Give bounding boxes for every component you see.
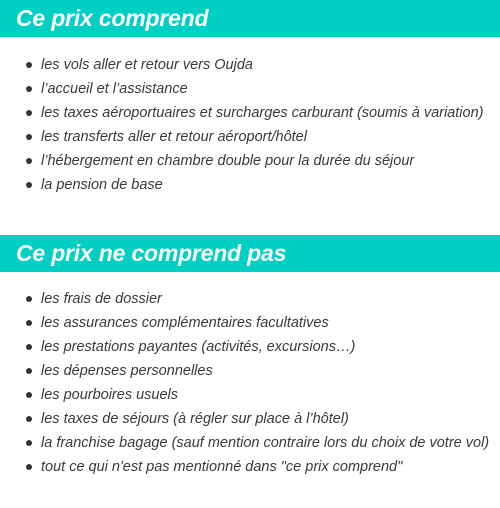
bullet-icon — [26, 182, 32, 188]
list-item-text: les prestations payantes (activités, excursions…) — [41, 339, 356, 355]
bullet-icon — [26, 86, 32, 92]
list-item — [0, 431, 500, 455]
list-item — [0, 53, 500, 77]
bullet-icon — [26, 62, 32, 68]
excluded-list — [0, 287, 500, 479]
list-item-text: les vols aller et retour vers Oujda — [41, 57, 253, 73]
list-item-text: l’hébergement en chambre double pour la durée du séjour — [41, 153, 415, 169]
list-item-text: tout ce qui n'est pas mentionné dans "ce prix comprend" — [41, 459, 403, 475]
list-item-text: la pension de base — [41, 177, 163, 193]
list-item — [0, 383, 500, 407]
bullet-icon — [26, 416, 32, 422]
excluded-section-header — [0, 235, 500, 272]
list-item-text: les pourboires usuels — [41, 387, 179, 403]
list-item — [0, 455, 500, 479]
included-section-header — [0, 0, 500, 37]
list-item-text: l’accueil et l’assistance — [41, 81, 188, 97]
bullet-icon — [26, 344, 32, 350]
bullet-icon — [26, 134, 32, 140]
list-item-text: les assurances complémentaires facultatives — [41, 315, 329, 331]
list-item — [0, 77, 500, 101]
list-item-text: les taxes de séjours (à régler sur place à l’hôtel) — [41, 411, 349, 427]
included-list — [0, 53, 500, 197]
list-item-text: les transferts aller et retour aéroport/hôtel — [41, 129, 307, 145]
bullet-icon — [26, 368, 32, 374]
list-item-text: les dépenses personnelles — [41, 363, 213, 379]
bullet-icon — [26, 110, 32, 116]
list-item-text: les frais de dossier — [41, 291, 162, 307]
list-item — [0, 311, 500, 335]
bullet-icon — [26, 440, 32, 446]
bullet-icon — [26, 392, 32, 398]
bullet-icon — [26, 320, 32, 326]
list-item — [0, 101, 500, 125]
included-section-title: Ce prix comprend — [16, 5, 209, 31]
list-item-text: les taxes aéroportuaires et surcharges carburant (soumis à variation) — [41, 105, 484, 121]
list-item — [0, 287, 500, 311]
list-item — [0, 407, 500, 431]
bullet-icon — [26, 158, 32, 164]
list-item — [0, 359, 500, 383]
list-item-text: la franchise bagage (sauf mention contraire lors du choix de votre vol) — [41, 435, 490, 451]
bullet-icon — [26, 464, 32, 470]
list-item — [0, 173, 500, 197]
bullet-icon — [26, 296, 32, 302]
excluded-section-title: Ce prix ne comprend pas — [16, 240, 287, 266]
list-item — [0, 125, 500, 149]
list-item — [0, 335, 500, 359]
list-item — [0, 149, 500, 173]
